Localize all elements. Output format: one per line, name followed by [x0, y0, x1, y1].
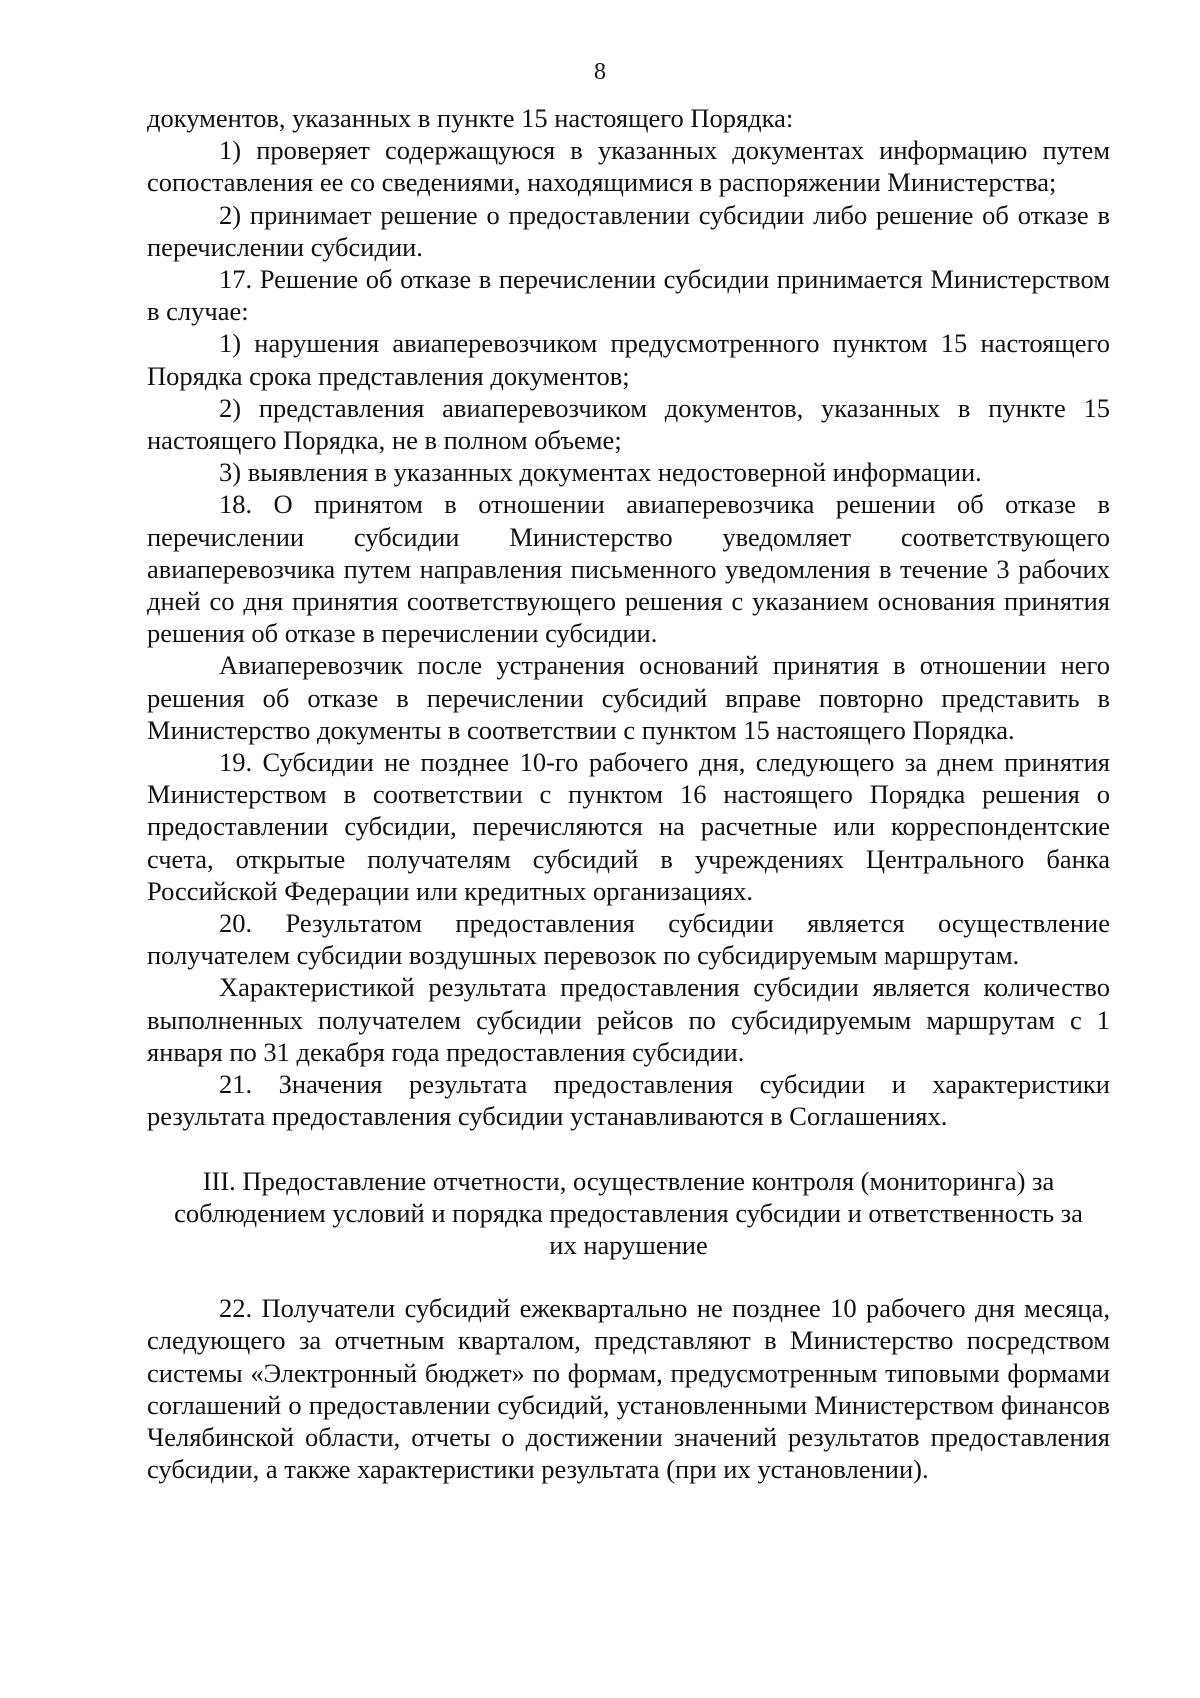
paragraph: документов, указанных в пункте 15 настоящего Порядка:	[147, 103, 794, 133]
paragraph: 19. Субсидии не позднее 10-го рабочего дня, следующего за днем принятия Министерством в соответствии с пунктом 16 настоящего Порядка решения о предоставлении субсидии, перечисляются на расчетные или корреспондентские счета, открытые получателям субсидий в учреждениях Центрального банка Российской Федерации или кредитных организациях.	[147, 747, 1110, 906]
section-heading-line: III. Предоставление отчетности, осуществление контроля (мониторинга) за	[202, 1165, 1055, 1196]
paragraph: 20. Результатом предоставления субсидии является осуществление получателем субсидии воздушных перевозок по субсидируемым маршрутам.	[147, 908, 1110, 971]
paragraph: 2) принимает решение о предоставлении субсидии либо решение об отказе в перечислении субсидии.	[147, 199, 1110, 262]
paragraphs-before-section	[147, 102, 1110, 1133]
page-number: 8	[594, 59, 606, 85]
paragraph: Характеристикой результата предоставления субсидии является количество выполненных получателем субсидии рейсов по субсидируемым маршрутам с 1 января по 31 декабря года предоставления субсидии.	[147, 972, 1110, 1067]
paragraph: Авиаперевозчик после устранения оснований принятия в отношении него решения об отказе в перечислении субсидий вправе повторно представить в Министерство документы в соответствии с пунктом 15 настоящего Порядка.	[147, 650, 1110, 745]
paragraph: 1) нарушения авиаперевозчиком предусмотренного пунктом 15 настоящего Порядка срока представления документов;	[147, 328, 1110, 391]
paragraph: 3) выявления в указанных документах недостоверной информации.	[219, 457, 982, 488]
paragraph: 18. О принятом в отношении авиаперевозчика решении об отказе в перечислении субсидии Министерство уведомляет соответствующего авиаперевозчика путем направления письменного уведомления в течение 3 рабочих дней со дня принятия соответствующего решения с указанием основания принятия решения об отказе в перечислении субсидии.	[147, 489, 1110, 649]
document-body	[147, 102, 1110, 1485]
section-heading	[147, 1165, 1110, 1262]
paragraph: 22. Получатели субсидий ежеквартально не позднее 10 рабочего дня месяца, следующего за отчетным кварталом, представляют в Министерство посредством системы «Электронный бюджет» по формам, предусмотренным типовыми формами соглашений о предоставлении субсидий, установленными Министерством финансов Челябинской области, отчеты о достижении значений результатов предоставления субсидии, а также характеристики результата (при их установлении).	[147, 1293, 1110, 1485]
section-heading-line: соблюдением условий и порядка предоставления субсидии и ответственность за	[174, 1197, 1083, 1228]
paragraph: 21. Значения результата предоставления субсидии и характеристики результата предоставления субсидии устанавливаются в Соглашениях.	[147, 1069, 1110, 1132]
paragraph: 2) представления авиаперевозчиком документов, указанных в пункте 15 настоящего Порядка, не в полном объеме;	[147, 392, 1110, 456]
paragraph: 1) проверяет содержащуюся в указанных документах информацию путем сопоставления ее со сведениями, находящимися в распоряжении Министерства;	[147, 135, 1110, 198]
paragraphs-after-section	[147, 1292, 1110, 1485]
paragraph: 17. Решение об отказе в перечислении субсидии принимается Министерством в случае:	[147, 264, 1110, 327]
section-heading-line: их нарушение	[549, 1229, 708, 1260]
